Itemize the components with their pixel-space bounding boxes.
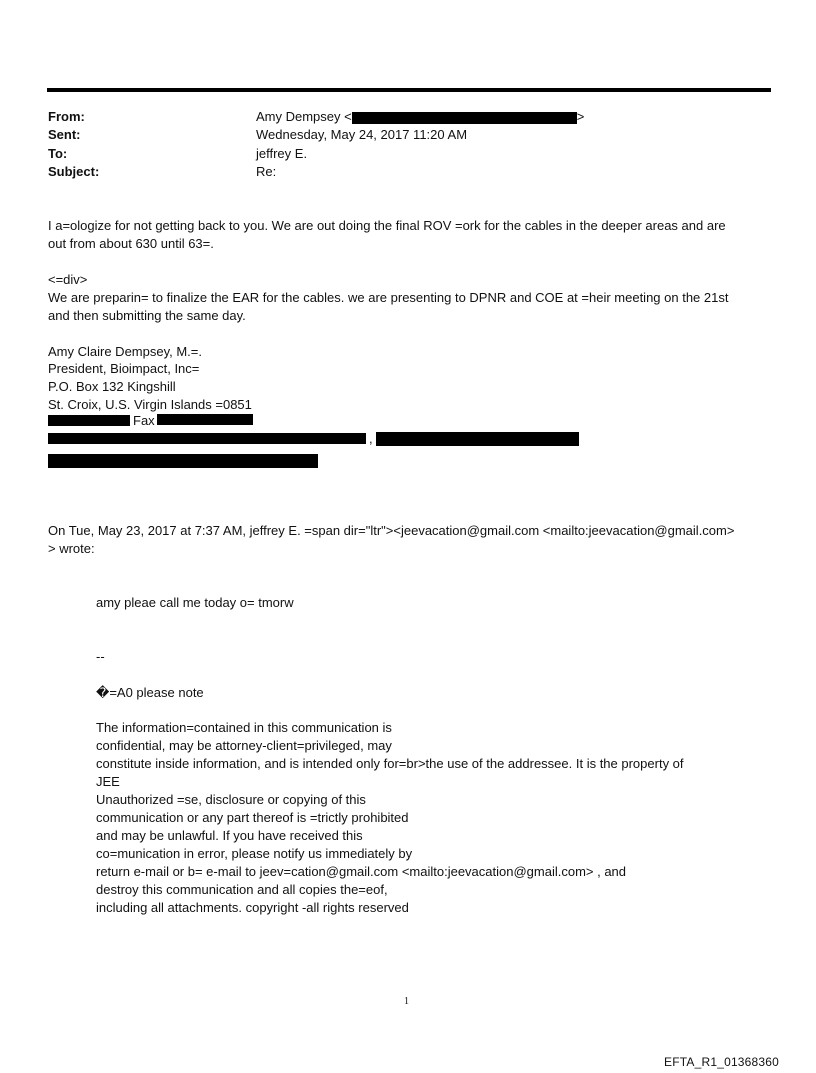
- redaction-block: [376, 432, 579, 446]
- header-rule: [47, 88, 771, 92]
- disclaimer-line: JEE: [96, 774, 120, 789]
- body-line: We are preparin= to finalize the EAR for the cables. we are presenting to DPNR and COE at =heir meeting on the 21st: [48, 290, 729, 305]
- redaction-block: [48, 415, 130, 426]
- signature-city: St. Croix, U.S. Virgin Islands =0851: [48, 397, 252, 412]
- page-number: 1: [404, 996, 409, 1007]
- redaction-block: [157, 414, 253, 425]
- disclaimer-line: including all attachments. copyright -all rights reserved: [96, 900, 409, 915]
- disclaimer-line: Unauthorized =se, disclosure or copying of this: [96, 792, 366, 807]
- from-sender: Amy Dempsey <: [256, 109, 352, 124]
- disclaimer-line: destroy this communication and all copies the=eof,: [96, 882, 388, 897]
- signature-po-box: P.O. Box 132 Kingshill: [48, 379, 176, 394]
- from-value: [256, 108, 584, 126]
- disclaimer-line: return e-mail or b= e-mail to jeev=cation@gmail.com <mailto:jeevacation@gmail.com> , and: [96, 864, 627, 879]
- subject-value: Re:: [256, 164, 277, 179]
- disclaimer-line: constitute inside information, and is intended only for=br>the use of the addressee. It is the property of: [96, 756, 684, 771]
- redaction-block: [352, 112, 577, 124]
- disclaimer-line: communication or any part thereof is =trictly prohibited: [96, 810, 409, 825]
- subject-label: Subject:: [48, 164, 100, 179]
- quoted-dashes: --: [96, 649, 105, 664]
- to-value: jeffrey E.: [256, 146, 308, 161]
- signature-comma: ,: [369, 431, 373, 446]
- quoted-intro: > wrote:: [48, 541, 95, 556]
- from-bracket: >: [576, 109, 585, 124]
- sent-label: Sent:: [48, 127, 81, 142]
- quoted-message: amy pleae call me today o= tmorw: [96, 595, 294, 610]
- signature-title: President, Bioimpact, Inc=: [48, 361, 200, 376]
- body-line: I a=ologize for not getting back to you. We are out doing the final ROV =ork for the cables in the deeper areas and are: [48, 218, 726, 233]
- from-label: From:: [48, 109, 85, 124]
- sent-value: Wednesday, May 24, 2017 11:20 AM: [256, 127, 468, 142]
- redaction-block: [48, 433, 366, 444]
- signature-fax-label: Fax: [133, 413, 155, 428]
- body-line: out from about 630 until 63=.: [48, 236, 214, 251]
- body-div-tag: <=div>: [48, 272, 88, 287]
- signature-name: Amy Claire Dempsey, M.=.: [48, 344, 202, 359]
- disclaimer-line: The information=contained in this communication is: [96, 720, 392, 735]
- redaction-block: [48, 454, 318, 468]
- document-id: EFTA_R1_01368360: [664, 1055, 780, 1069]
- to-label: To:: [48, 146, 68, 161]
- disclaimer-line: and may be unlawful. If you have received this: [96, 828, 363, 843]
- quoted-intro: On Tue, May 23, 2017 at 7:37 AM, jeffrey E. =span dir="ltr"><jeevacation@gmail.com <mailto:jeevacation@gmail.com>: [48, 523, 735, 538]
- disclaimer-line: co=munication in error, please notify us immediately by: [96, 846, 413, 861]
- disclaimer-line: confidential, may be attorney-client=privileged, may: [96, 738, 392, 753]
- quoted-note: �=A0 please note: [96, 685, 204, 700]
- body-line: and then submitting the same day.: [48, 308, 246, 323]
